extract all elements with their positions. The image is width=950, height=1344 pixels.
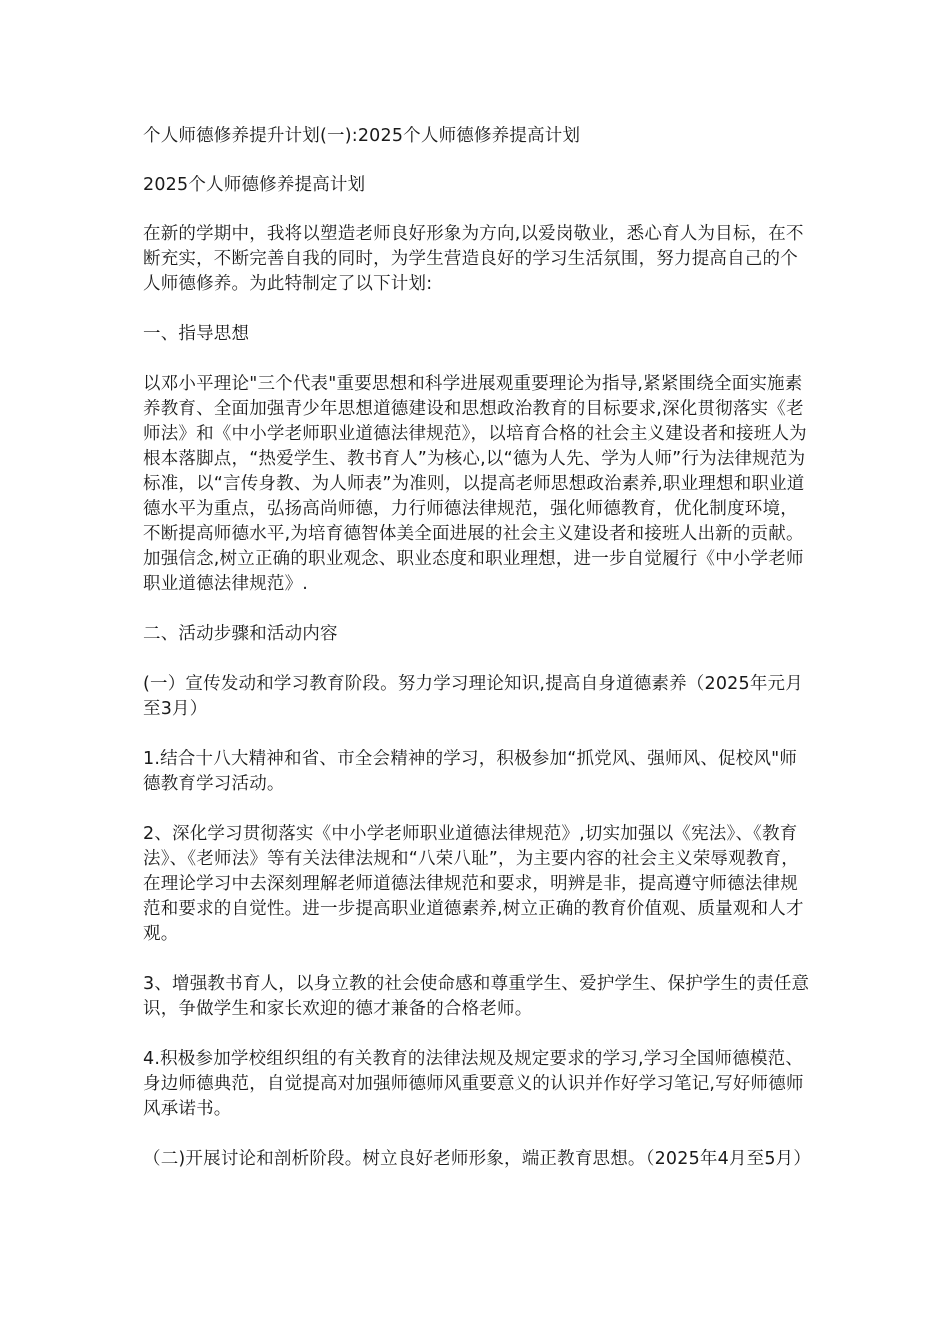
section-heading-activity-steps: 二、活动步骤和活动内容 <box>143 624 338 644</box>
list-item: 1.结合十八大精神和省、市全会精神的学习，积极参加“抓党风、强师风、促校风"师德教育学习活动。 <box>143 749 798 794</box>
document-title: 个人师德修养提升计划(一):2025个人师德修养提高计划 <box>143 126 581 146</box>
document-subtitle: 2025个人师德修养提高计划 <box>143 175 366 195</box>
stage-one-heading: (一）宣传发动和学习教育阶段。努力学习理论知识,提高自身道德素养（2025年元月至3月） <box>143 674 803 719</box>
stage-two-heading: （二)开展讨论和剖析阶段。树立良好老师形象，端正教育思想。（2025年4月至5月） <box>143 1149 812 1169</box>
guiding-ideology-paragraph: 以邓小平理论"三个代表"重要思想和科学进展观重要理论为指导,紧紧围绕全面实施素养教育、全面加强青少年思想道德建设和思想政治教育的目标要求,深化贯彻落实《老师法》和《中小学老师职业道德法律规范》，以培育合格的社会主义建设者和接班人为根本落脚点，“热爱学生、教书育人”为核心,以“德为人先、学为人师”行为法律规范为标准，以“言传身教、为人师表”为准则，以提高老师思想政治素养,职业理想和职业道德水平为重点，弘扬高尚师德，力行师德法律规范，强化师德教育，优化制度环境，不断提高师德水平,为培育德智体美全面进展的社会主义建设者和接班人出新的贡献。加强信念,树立正确的职业观念、职业态度和职业理想，进一步自觉履行《中小学老师职业道德法律规范》. <box>143 374 807 594</box>
list-item: 3、增强教书育人，以身立教的社会使命感和尊重学生、爱护学生、保护学生的责任意识，争做学生和家长欢迎的德才兼备的合格老师。 <box>143 974 810 1019</box>
list-item: 4.积极参加学校组织组的有关教育的法律法规及规定要求的学习,学习全国师德模范、身边师德典范，自觉提高对加强师德师风重要意义的认识并作好学习笔记,写好师德师风承诺书。 <box>143 1049 804 1119</box>
list-item: 2、深化学习贯彻落实《中小学老师职业道德法律规范》,切实加强以《宪法》、《教育法》、《老师法》等有关法律法规和“八荣八耻”，为主要内容的社会主义荣辱观教育，在理论学习中去深刻理解老师道德法律规范和要求，明辨是非，提高遵守师德法律规范和要求的自觉性。进一步提高职业道德素养,树立正确的教育价值观、质量观和人才观。 <box>143 824 804 944</box>
intro-paragraph: 在新的学期中，我将以塑造老师良好形象为方向,以爱岗敬业，悉心育人为目标，在不断充实，不断完善自我的同时，为学生营造良好的学习生活氛围，努力提高自己的个人师德修养。为此特制定了以下计划: <box>143 224 804 294</box>
section-heading-guiding-ideology: 一、指导思想 <box>143 324 250 344</box>
document-page <box>143 124 811 1197</box>
